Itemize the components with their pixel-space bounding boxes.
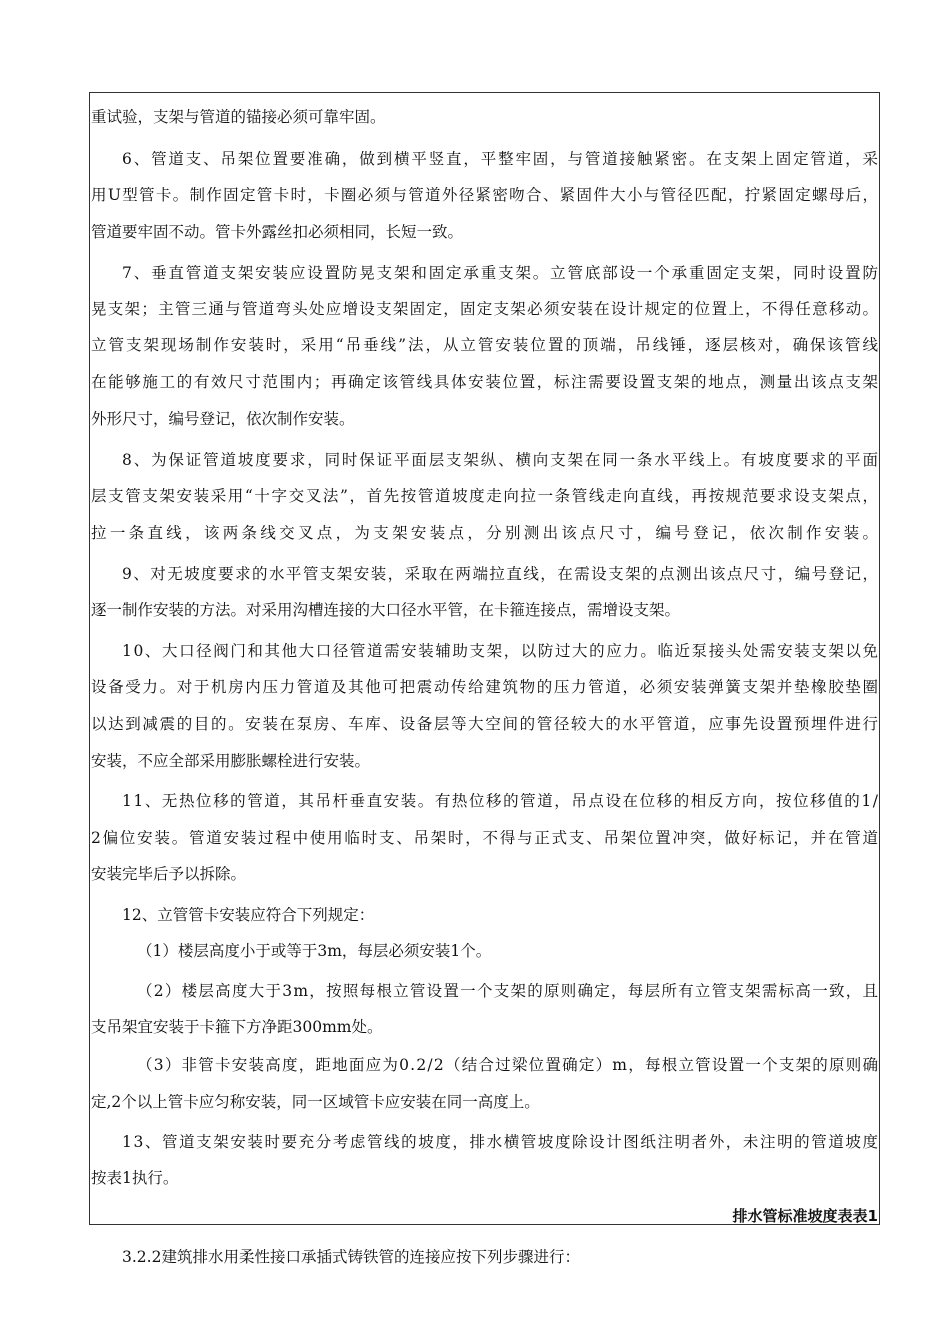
- text-line: 13、管道支架安装时要充分考虑管线的坡度，排水横管坡度除设计图纸注明者外，未注明的管道坡度: [122, 1133, 880, 1151]
- text-line: 逐一制作安装的方法。对采用沟槽连接的大口径水平管，在卡箍连接点，需增设支架。: [91, 601, 681, 619]
- text-line: 按表1执行。: [91, 1169, 179, 1187]
- text-line: 层支管支架安装采用“十字交叉法”，首先按管道坡度走向拉一条管线走向直线，再按规范要求设支架点，: [91, 487, 880, 505]
- table-caption: 排水管标准坡度表表1: [732, 1207, 878, 1225]
- text-line: （3）非管卡安装高度，距地面应为0.2/2（结合过梁位置确定）m，每根立管设置一个支架的原则确: [137, 1056, 880, 1074]
- text-line: 重试验，支架与管道的锚接必须可靠牢固。: [91, 108, 386, 126]
- text-line: 安装完毕后予以拆除。: [91, 865, 247, 883]
- text-line: 管道要牢固不动。管卡外露丝扣必须相同，长短一致。: [91, 223, 464, 241]
- text-line: 以达到减震的目的。安装在泵房、车库、设备层等大空间的管径较大的水平管道，应事先设置预埋件进行: [91, 715, 880, 733]
- text-line: 在能够施工的有效尺寸范围内；再确定该管线具体安装位置，标注需要设置支架的地点，测量出该点支架: [91, 373, 880, 391]
- text-line: 2偏位安装。管道安装过程中使用临时支、吊架时，不得与正式支、吊架位置冲突，做好标记，并在管道: [91, 829, 880, 847]
- text-line: 7、垂直管道支架安装应设置防晃支架和固定承重支架。立管底部设一个承重固定支架，同时设置防: [122, 264, 880, 282]
- text-line: （1）楼层高度小于或等于3m，每层必须安装1个。: [137, 942, 492, 960]
- section-heading: 3.2.2建筑排水用柔性接口承插式铸铁管的连接应按下列步骤进行：: [122, 1248, 580, 1266]
- text-line: 定,2个以上管卡应匀称安装，同一区域管卡应安装在同一高度上。: [91, 1093, 540, 1111]
- text-line: 晃支架；主管三通与管道弯头处应增设支架固定，固定支架必须安装在设计规定的位置上，不得任意移动。: [91, 300, 880, 318]
- text-line: 安装，不应全部采用膨胀螺栓进行安装。: [91, 752, 371, 770]
- text-line: 支吊架宜安装于卡箍下方净距300mm处。: [91, 1018, 383, 1036]
- text-line: 8、为保证管道坡度要求，同时保证平面层支架纵、横向支架在同一条水平线上。有坡度要求的平面: [122, 451, 880, 469]
- text-line: 9、对无坡度要求的水平管支架安装，采取在两端拉直线，在需设支架的点测出该点尺寸，编号登记，: [122, 565, 880, 583]
- text-line: 10、大口径阀门和其他大口径管道需安装辅助支架，以防过大的应力。临近泵接头处需安装支架以免: [122, 642, 880, 660]
- text-line: 立管支架现场制作安装时，采用“吊垂线”法，从立管安装位置的顶端，吊线锤，逐层核对，确保该管线: [91, 336, 880, 354]
- text-line: 6、管道支、吊架位置要准确，做到横平竖直，平整牢固，与管道接触紧密。在支架上固定管道，采: [122, 150, 880, 168]
- text-line: 12、立管管卡安装应符合下列规定：: [122, 906, 375, 924]
- text-line: 设备受力。对于机房内压力管道及其他可把震动传给建筑物的压力管道，必须安装弹簧支架并垫橡胶垫圈: [91, 678, 880, 696]
- text-line: 外形尺寸，编号登记，依次制作安装。: [91, 410, 355, 428]
- text-line: 拉一条直线，该两条线交叉点，为支架安装点，分别测出该点尺寸，编号登记，依次制作安装。: [91, 524, 882, 542]
- text-line: 用U型管卡。制作固定管卡时，卡圈必须与管道外径紧密吻合、紧固件大小与管径匹配，拧紧固定螺母后，: [91, 186, 880, 204]
- text-line: 11、无热位移的管道，其吊杆垂直安装。有热位移的管道，吊点设在位移的相反方向，按位移值的1/: [122, 792, 880, 810]
- text-line: （2）楼层高度大于3m，按照每根立管设置一个支架的原则确定，每层所有立管支架需标高一致，且: [137, 982, 880, 1000]
